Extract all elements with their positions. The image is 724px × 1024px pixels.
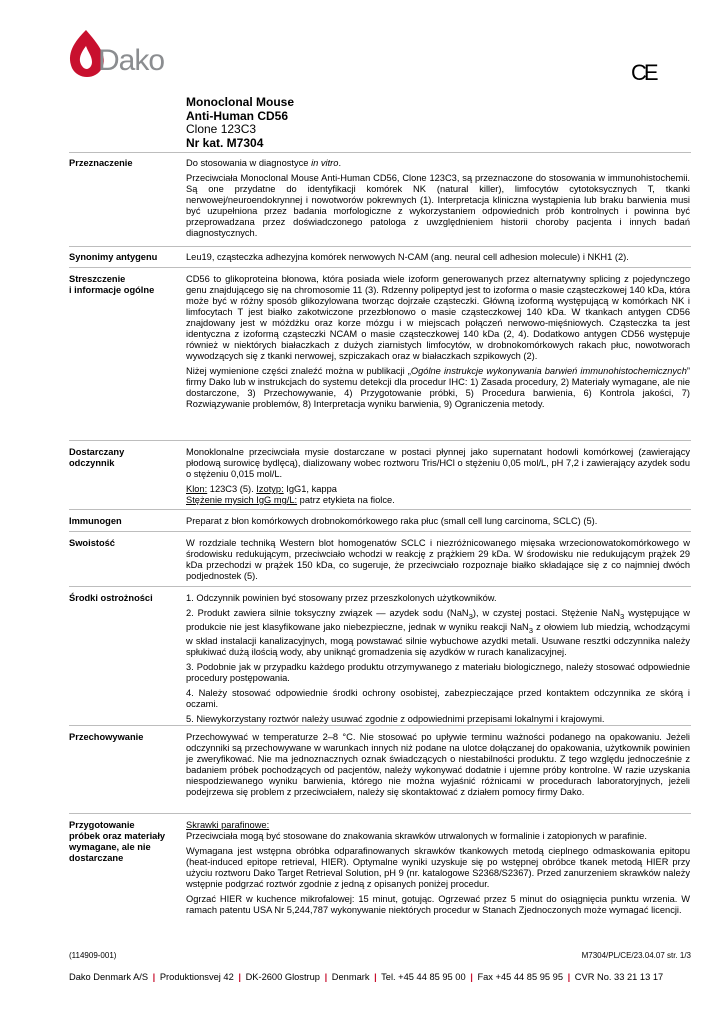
paragraph: Przeciwciała mogą być stosowane do znakowania skrawków utrwalonych w formalinie i zatopionych w parafinie. [186,831,647,841]
paragraph: CD56 to glikoproteina błonowa, która posiada wiele izoform generowanych przez alternatywny splicing z pojedynczego genu znajdującego się na chromosomie 11 (3). Rdzenny polipeptyd jest to izoforma o masie cząsteczkowej 140 kDa, która może być w różny sposób glikozylowana tworząc dojrzałe cząsteczki. Główną izoformą występującą w komórkach NK i limfocytach T jest białko zakotwiczone przezbłonowo o masie cząsteczkowej 140 kDa. W tkankach antygen CD56 znajdowany jest w móżdżku oraz korze mózgu i w miejscach połączeń nerwowo-mięśniowych. Cząsteczka ta jest identyczna z izoformą cząsteczki NCAM o masie cząsteczkowej 140 kDa (2, 4). Dodatkowo antygen CD56 występuje również w niektórych białaczkach z dużych ziarnistych limfocytów, w drobnokomórkowych rakach płuc, nowotworach wywodzących się z tkanki nerwowej, szpiczakach oraz w białaczkach szpikowych (2). [186,274,690,361]
paragraph: 4. Należy stosować odpowiednie środki ochrony osobistej, zabezpieczające przed kontaktem odczynnika ze skórą i oczami. [186,687,690,709]
paragraph: Preparat z błon komórkowych drobnokomórkowego raka płuc (small cell lung carcinoma, SCLC) (5). [186,516,598,526]
section-content [186,158,690,243]
separator: | [238,972,241,982]
title-line-3: Clone 123C3 [186,122,257,136]
paragraph: Klon: 123C3 (5). Izotyp: IgG1, kappa [186,484,337,494]
doc-ref: M7304/PL/CE/23.04.07 str. 1/3 [581,951,691,960]
paragraph: Do stosowania w diagnostyce in vitro. [186,158,342,168]
title-line-4: Nr kat. M7304 [186,135,264,150]
paragraph: Przeciwciała Monoclonal Mouse Anti-Human CD56, Clone 123C3, są przeznaczone do stosowania w immunohistochemii. Są one przydatne do identyfikacji komórek NK (natural killer), limfocytów cytotoksycznych T, tkanki nerwowej/neuroendokrynnej i nowotworów pokrewnych (1). Interpretacja kliniczna wystąpienia lub braku barwienia musi być uzupełniona przez badania morfologiczne z wykorzystaniem odpowiednich prób kontrolnych i powinna być przeprowadzana przez doświadczonego patologa z uwzględnieniem historii choroby pacjenta i innych badań diagnostycznych. [186,173,690,238]
section-content [186,516,690,531]
company-cvr: CVR No. 33 21 13 17 [574,972,664,982]
section-label: Środki ostrożności [69,593,153,603]
divider [69,152,691,153]
company-city: DK-2600 Glostrup [245,972,320,982]
paragraph: Monoklonalne przeciwciała mysie dostarczane w postaci płynnej jako supernatant hodowli komórkowej (zawierający płodową surowicę bydlęcą), dializowany wobec roztworu Tris/HCl o stężeniu 0,05 mol/L, pH 7,2 i zawierający azydek sodu o stężeniu 0,015 mol/L. [186,447,690,479]
section-label: Immunogen [69,516,122,526]
section-content [186,538,690,586]
section-label: Przeznaczenie [69,158,133,168]
paragraph: Leu19, cząsteczka adhezyjna komórek nerwowych N-CAM (ang. neural cell adhesion molecule) i NKH1 (2). [186,252,629,262]
section-content [186,447,690,510]
paragraph: Ogrzać HIER w kuchence mikrofalowej: 15 minut, gotując. Ogrzewać przez 5 minut do osiągnięcia punktu wrzenia. W ramach patentu USA Nr 5,244,787 wykonywanie niektórych procedur w Stanach Zjednoczonych może wymagać licencji. [186,894,690,915]
divider [69,246,691,247]
paragraph: 5. Niewykorzystany roztwór należy usuwać zgodnie z odpowiednimi przepisami lokalnymi i krajowymi. [186,713,605,724]
section-label: Swoistość [69,538,115,548]
doc-code: (114909-001) [69,951,117,960]
paragraph: 3. Podobnie jak w przypadku każdego produktu otrzymywanego z materiału biologicznego, należy stosować odpowiednie procedury postępowania. [186,661,690,683]
section-label: Streszczenie i informacje ogólne [69,274,155,295]
section-content [186,274,690,414]
divider [69,440,691,441]
company-fax: Fax +45 44 85 95 95 [477,972,563,982]
paragraph: Wymagana jest wstępna obróbka odparafinowanych skrawków tkankowych metodą cieplnego odmaskowania epitopu (heat-induced epitope retrieval, HIER). Optymalne wyniki uzyskuje się po wstępnej obróbce tkanek metodą HIER przy użyciu roztworu Dako Target Retrieval Solution, pH 9 (nr. katalogowe S2368/S2367). Przed zanurzeniem skrawków należy wstępnie podgrzać roztwór zgodnie z jedną z opisanych poniżej procedur. [186,846,690,889]
ce-mark: CE [631,60,656,85]
paragraph: Stężenie mysich IgG mg/L: patrz etykieta na fiolce. [186,495,395,505]
company-address: Produktionsvej 42 [159,972,234,982]
paragraph: Przechowywać w temperaturze 2–8 °C. Nie stosować po upływie terminu ważności podanego na opakowaniu. Jeżeli odczynniki są przechowywane w warunkach innych niż podane na ulotce dołączanej do opakowania, użytkownik powinien je zweryfikować. Nie ma jednoznacznych oznak świadczących o niestabilności produktu. Z tego względu jednocześnie z badaniem próbek pochodzących od pacjentów, należy wykonywać dodatnie i ujemne próby kontrolne. W razie uzyskania niespodziewanego wyniku barwienia, którego nie można wyjaśnić różnicami w procedurach laboratoryjnych, jeżeli podejrzewa się problem z przeciwciałem, należy się skontaktować z działem pomocy firmy Dako. [186,732,690,797]
company-tel: Tel. +45 44 85 95 00 [381,972,466,982]
section-content [186,732,690,802]
divider [69,725,691,726]
product-title [186,96,294,150]
section-content [186,252,690,267]
company-country: Denmark [331,972,370,982]
divider [69,586,691,587]
separator: | [470,972,473,982]
separator: | [567,972,571,982]
paragraph: Niżej wymienione części znaleźć można w publikacji „Ogólne instrukcje wykonywania barwień immunohistochemicznych” firmy Dako lub w instrukcjach do systemu detekcji dla procedur IHC: 1) Zasada procedury, 2) Materiały wymagane, ale nie dostarczone, 3) Przechowywanie, 4) Przygotowanie próbki, 5) Procedura barwienia, 6) Kontrola jakości, 7) Rozwiązywanie problemów, 8) Interpretacja wyniku barwienia, 9) Ograniczenia metody. [186,366,690,409]
section-label: Synonimy antygenu [69,252,158,262]
divider [69,813,691,814]
section-content [186,593,690,729]
paragraph: W rozdziale techniką Western blot homogenatów SCLC i niezróżnicowanego mięsaka wrzecionowatokomórkowego w środowisku redukującym, przeciwciało wchodzi w reakcję z prążkiem 29 kDa. W środowisku nie redukującym prążek 29 kDa przechodzi w prążek 150 kDa, co sugeruje, że przeciwciało rozpoznaje białko składające się z co najmniej dwóch podjednostek (5). [186,538,690,581]
separator: | [324,972,328,982]
separator: | [374,972,377,982]
section-label: Przechowywanie [69,732,144,742]
divider [69,267,691,268]
company-name: Dako Denmark A/S [69,972,149,982]
separator: | [152,972,156,982]
divider [69,509,691,510]
paragraph: 1. Odczynnik powinien być stosowany przez przeszkolonych użytkowników. [186,593,497,603]
title-line-2: Anti-Human CD56 [186,108,289,123]
company-footer [69,972,663,982]
brand-name: Dako [98,44,165,77]
section-label: Dostarczany odczynnik [69,447,125,468]
subheading: Skrawki parafinowe: [186,820,270,830]
section-label: Przygotowanie próbek oraz materiały wymagane, ale nie dostarczane [69,820,166,863]
paragraph: 2. Produkt zawiera silnie toksyczny związek — azydek sodu (NaN$_3$), w czystej postaci. Stężenie NaN$_3$ występujące w produkcie nie jest klasyfikowane jako niebezpieczne, jednak w wyniku reakcji NaN$_3$ z ołowiem lub miedzią, wchodzącymi w skład instalacji kanalizacyjnych, mogą powstawać silnie wybuchowe azydki metali. Usuwane resztki odczynnika należy spłukiwać dużą ilością wody, aby uniknąć gromadzenia się azydków w rurach kanalizacyjnej. [186,608,691,657]
divider [69,531,691,532]
document-footer [69,951,691,960]
section-content [186,820,690,920]
title-line-1: Monoclonal Mouse [186,95,294,109]
